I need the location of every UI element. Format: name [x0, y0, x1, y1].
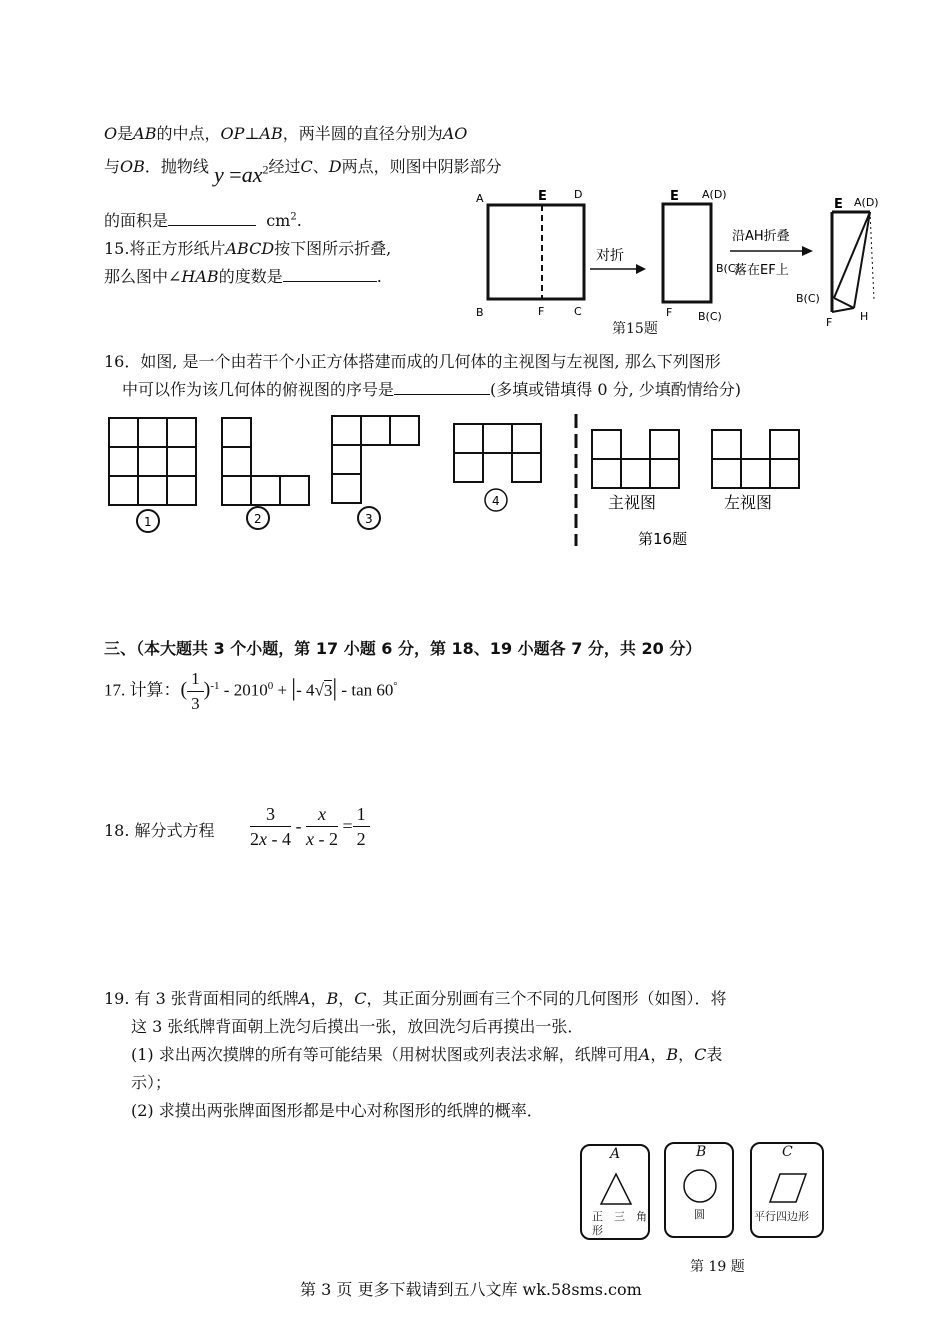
fraction-3 — [353, 802, 370, 851]
arrowhead-icon — [802, 246, 813, 256]
fraction-2 — [306, 802, 338, 851]
q19-line3 — [131, 1042, 722, 1065]
radicand: 3 — [323, 680, 333, 700]
q14-text: 、 — [312, 157, 329, 176]
q15-text: 按下图所示折叠, — [274, 239, 392, 258]
perp-symbol: ⊥ — [244, 124, 260, 143]
q14-line1 — [104, 121, 467, 144]
q14-text: 两点，则图中阴影部分 — [341, 157, 502, 176]
card-b-letter: B — [696, 1144, 707, 1160]
q14-var-ao: AO — [442, 124, 468, 143]
answer-blank[interactable] — [394, 378, 490, 395]
q14-line3 — [104, 208, 302, 231]
q19-text: (1) 求出两次摸牌的所有等可能结果（用树状图或列表法求解，纸牌可用 — [131, 1045, 639, 1064]
q15-line2 — [104, 264, 382, 287]
q14-var-ob: OB — [120, 157, 145, 176]
q14-end: . — [296, 211, 302, 230]
q16-figure — [100, 408, 820, 558]
arrow-2-bottom-label: 落在EF上 — [734, 263, 789, 278]
q16-text: (多填或错填得 0 分, 少填酌情给分) — [490, 380, 742, 399]
formula-exp: 2 — [262, 162, 269, 177]
var-x: x — [259, 829, 267, 849]
square-abcd — [488, 205, 584, 299]
answer-blank[interactable] — [168, 209, 256, 226]
card-c — [750, 1142, 824, 1238]
q14-text: ．抛物线 — [144, 157, 209, 176]
year-number: 2010 — [233, 680, 268, 700]
option-4-grid — [454, 424, 541, 482]
q14-text: 的中点， — [156, 124, 221, 143]
section-3-heading — [104, 636, 701, 659]
var-c: C — [354, 989, 367, 1008]
sep: ， — [310, 989, 327, 1008]
section-text: （本大题共 3 个小题，第 17 小题 6 分，第 18、19 小题各 7 分，共 20 分） — [136, 639, 702, 658]
numerator: 1 — [187, 667, 204, 692]
label-bc2: B(C) — [698, 310, 722, 323]
label-ad: A(D) — [702, 188, 727, 201]
front-view-label: 主视图 — [608, 493, 657, 512]
q19-line4: 示）； — [131, 1073, 172, 1092]
q19-line1 — [104, 986, 727, 1009]
operator: - — [219, 680, 234, 700]
formula-eq: = — [223, 162, 242, 187]
label-f3: F — [826, 316, 833, 329]
edge-dh — [870, 212, 874, 300]
label-b: B — [476, 306, 484, 319]
numerator: 3 — [250, 802, 291, 827]
label-ad2: A(D) — [854, 196, 879, 209]
option-2-label: 2 — [254, 512, 262, 526]
parallelogram-icon — [768, 1172, 808, 1204]
q15-text: 将正方形纸片 — [129, 239, 226, 258]
q14-var-ab: AB — [133, 124, 157, 143]
label-c: C — [574, 305, 582, 318]
q15-folding-figure — [470, 180, 910, 340]
q15-var-abcd: ABCD — [225, 239, 275, 258]
q14-text: 的面积是 — [104, 211, 169, 230]
coef: 2 — [250, 829, 259, 849]
var-b: B — [326, 989, 339, 1008]
sep: ， — [338, 989, 355, 1008]
edge-ab — [834, 212, 870, 298]
term: - 4 — [267, 829, 291, 849]
left-view-grid — [712, 430, 799, 488]
q14-var-op: OP — [220, 124, 245, 143]
q16-text: 中可以作为该几何体的俯视图的序号是 — [122, 380, 395, 399]
option-4-label: 4 — [492, 494, 500, 508]
q19-line2: 这 3 张纸牌背面朝上洗匀后摸出一张，放回洗匀后再摸出一张． — [131, 1017, 584, 1036]
var-x: x — [306, 829, 314, 849]
tan-term: tan 60 — [351, 680, 394, 700]
card-b-text: 圆 — [694, 1208, 705, 1221]
option-1-grid — [109, 418, 196, 505]
q15-end: . — [376, 267, 382, 286]
q19-line5: (2) 求摸出两张牌面图形都是中心对称图形的纸牌的概率． — [131, 1101, 543, 1120]
option-1-label: 1 — [144, 515, 152, 529]
page-footer: 第 3 页 更多下载请到五八文库 wk.58sms.com — [300, 1280, 642, 1299]
q16-line1: 16．如图, 是一个由若干个小正方体搭建而成的几何体的主视图与左视图, 那么下列图形 — [104, 352, 721, 371]
q14-var-o: O — [104, 124, 118, 143]
edge-ah — [854, 212, 870, 308]
label-e: E — [538, 189, 547, 204]
var-a: A — [638, 1045, 651, 1064]
edge-bh — [834, 298, 854, 308]
numerator: 1 — [353, 802, 370, 827]
label-e2: E — [670, 189, 679, 204]
var-c: C — [694, 1045, 707, 1064]
exponent: -1 — [210, 680, 220, 692]
edge-fh — [832, 308, 854, 312]
label-e3: E — [834, 197, 843, 212]
abs-bar: | — [291, 675, 297, 702]
denominator: 3 — [191, 694, 200, 714]
fraction-one-third — [187, 667, 204, 716]
q19-text: 表 — [706, 1045, 723, 1064]
q18-label: 18. 解分式方程 — [104, 821, 215, 840]
q14-line2 — [104, 152, 502, 187]
label-a: A — [476, 192, 484, 205]
operator: - — [295, 816, 302, 836]
label-h: H — [860, 310, 869, 323]
formula-y: y — [214, 162, 224, 187]
q16-caption: 第16题 — [638, 530, 688, 548]
option-3-grid — [332, 416, 419, 503]
q17-label: 17. 计算： — [104, 680, 181, 700]
label-f: F — [538, 305, 545, 318]
label-d: D — [574, 188, 583, 201]
unit-exp: 2 — [290, 211, 297, 223]
q14-text: 是 — [117, 124, 134, 143]
card-a-letter: A — [610, 1146, 621, 1162]
q15-line1 — [104, 236, 391, 259]
q19-text: ，其正面分别画有三个不同的几何图形（如图）．将 — [366, 989, 727, 1008]
option-3-label: 3 — [365, 512, 373, 526]
numerator: x — [306, 802, 338, 827]
var-a: A — [298, 989, 311, 1008]
abs-bar: | — [332, 675, 338, 702]
q15-text: 那么图中∠ — [104, 267, 182, 286]
q14-text: 与 — [104, 157, 121, 176]
equals: = — [342, 816, 353, 836]
triangle-icon — [599, 1172, 633, 1206]
q15-caption: 第15题 — [612, 321, 658, 337]
q15-number: 15. — [104, 239, 130, 258]
q15-text: 的度数是 — [218, 267, 283, 286]
sep: ， — [678, 1045, 695, 1064]
label-f2: F — [666, 306, 673, 319]
term: - 2 — [314, 829, 338, 849]
sqrt-icon: √ — [314, 680, 324, 700]
answer-blank[interactable] — [283, 265, 377, 282]
q14-var-d: D — [328, 157, 342, 176]
q16-line2 — [122, 377, 741, 400]
front-view-grid — [592, 430, 679, 488]
arrowhead-icon — [636, 264, 646, 274]
circle-icon — [682, 1168, 718, 1204]
paren-close: ) — [203, 678, 211, 701]
q17-expression — [104, 662, 397, 716]
paren-open: ( — [180, 678, 188, 701]
q14-text: ，两半圆的直径分别为 — [282, 124, 443, 143]
card-c-text: 平行四边形 — [754, 1210, 809, 1223]
term: - 4 — [296, 680, 315, 700]
formula-ax: ax — [241, 162, 263, 187]
label-bc3: B(C) — [796, 292, 820, 305]
q15-var-hab: HAB — [181, 267, 219, 286]
left-view-label: 左视图 — [724, 493, 773, 512]
var-b: B — [666, 1045, 679, 1064]
q14-text: 经过 — [268, 157, 301, 176]
denominator — [250, 827, 291, 851]
q14-var-c: C — [300, 157, 313, 176]
sep: ， — [650, 1045, 667, 1064]
q18-equation — [250, 802, 370, 851]
option-2-grid — [222, 418, 309, 505]
q14-var-ab: AB — [259, 124, 283, 143]
q19-text: 19. 有 3 张背面相同的纸牌 — [104, 989, 299, 1008]
card-a-text-2: 形 — [592, 1224, 603, 1237]
folded-rectangle — [663, 204, 711, 302]
parabola-formula — [214, 162, 268, 187]
q19-caption: 第 19 题 — [690, 1259, 745, 1275]
card-c-letter: C — [782, 1144, 793, 1160]
unit-cm: cm — [266, 211, 291, 230]
operator: + — [273, 680, 292, 700]
exponent: 0 — [267, 680, 274, 692]
arrow-1-label: 对折 — [596, 248, 624, 264]
card-b — [664, 1142, 734, 1238]
card-a-text-1: 正 三 角 — [592, 1210, 647, 1223]
denominator: 2 — [356, 829, 366, 849]
label-bc: B(C) — [716, 262, 740, 275]
card-a — [580, 1144, 650, 1240]
denominator — [306, 827, 338, 851]
operator: - — [337, 680, 352, 700]
fraction-1 — [250, 802, 291, 851]
arrow-2-top-label: 沿AH折叠 — [732, 229, 790, 244]
section-number: 三、 — [104, 639, 137, 658]
degree-symbol: ° — [393, 681, 398, 692]
